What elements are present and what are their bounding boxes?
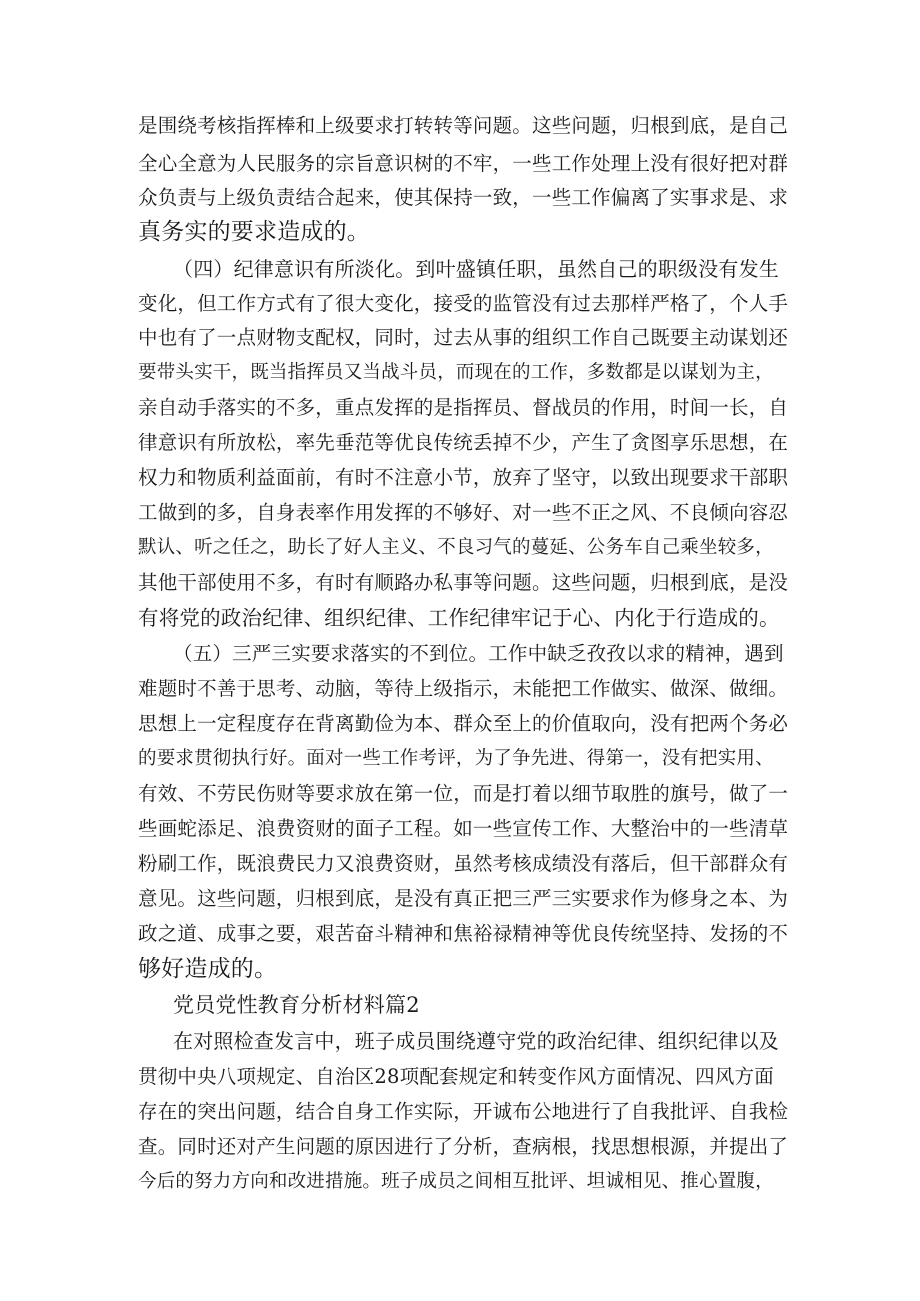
text-line: 其他干部使用不多，有时有顺路办私事等问题。这些问题，归根到底，是没: [138, 571, 789, 594]
text-line: 是围绕考核指挥棒和上级要求打转转等问题。这些问题，归根到底，是自己: [138, 114, 789, 137]
text-line: 今后的努力方向和改进措施。班子成员之间相互批评、坦诚相见、推心置腹，: [138, 1171, 774, 1192]
text-line: 工做到的多，自身表率作用发挥的不够好、对一些不正之风、不良倾向容忍: [138, 501, 789, 524]
text-line: 的要求贯彻执行好。面对一些工作考评，为了争先进、得第一，没有把实用、: [138, 748, 774, 769]
text-line: 政之道、成事之要，艰苦奋斗精神和焦裕禄精神等优良传统坚持、发扬的不: [138, 922, 789, 945]
text-line: （四）纪律意识有所淡化。到叶盛镇任职，虽然自己的职级没有发生: [173, 257, 779, 281]
text-line: 真务实的要求造成的。: [138, 219, 370, 245]
text-line: 些画蛇添足、浪费资财的面子工程。如一些宣传工作、大整治中的一些清草: [138, 817, 789, 840]
text-line: 变化，但工作方式有了很大变化，接受的监管没有过去那样严格了，个人手: [138, 292, 789, 315]
text-line: 有将党的政治纪律、组织纪律、工作纪律牢记于心、内化于行造成的。: [138, 606, 780, 630]
text-line: （五）三严三实要求落实的不到位。工作中缺乏孜孜以求的精神，遇到: [173, 642, 784, 665]
text-line: 众负责与上级负责结合起来，使其保持一致，一些工作偏离了实事求是、求: [138, 186, 789, 209]
text-line: 难题时不善于思考、动脑，等待上级指示，未能把工作做实、做深、做细。: [138, 677, 789, 700]
text-line: 查。同时还对产生问题的原因进行了分析，查病根，找思想根源，并提出了: [138, 1135, 789, 1158]
text-line: 中也有了一点财物支配权，同时，过去从事的组织工作自己既要主动谋划还: [138, 326, 789, 349]
text-line: 有效、不劳民伤财等要求放在第一位，而是打着以细节取胜的旗号，做了一: [138, 782, 789, 805]
text-line: 够好造成的。: [138, 956, 278, 982]
text-line: 默认、听之任之，助长了好人主义、不良习气的蔓延、公务车自己乘坐较多，: [138, 537, 774, 558]
text-line: 思想上一定程度存在背离勤俭为本、群众至上的价值取向，没有把两个务必: [138, 712, 789, 735]
text-line: 要带头实干，既当指挥员又当战斗员，而现在的工作，多数都是以谋划为主，: [138, 362, 774, 383]
text-line: 全心全意为人民服务的宗旨意识树的不牢，一些工作处理上没有很好把对群: [138, 152, 789, 175]
text-line: 意见。这些问题，归根到底，是没有真正把三严三实要求作为修身之本、为: [138, 887, 789, 910]
text-line: 在对照检查发言中，班子成员围绕遵守党的政治纪律、组织纪律以及: [173, 1029, 779, 1053]
text-line: 存在的突出问题，结合自身工作实际，开诚布公地进行了自我批评、自我检: [138, 1100, 789, 1123]
text-line: 亲自动手落实的不多，重点发挥的是指挥员、督战员的作用，时间一长，自: [138, 396, 789, 419]
text-line: 贯彻中央八项规定、自治区28项配套规定和转变作风方面情况、四风方面: [138, 1065, 774, 1088]
section-heading: 党员党性教育分析材料篇2: [173, 993, 420, 1017]
text-line: 粉刷工作，既浪费民力又浪费资财，虽然考核成绩没有落后，但干部群众有: [138, 852, 789, 875]
text-line: 律意识有所放松，率先垂范等优良传统丢掉不少，产生了贪图享乐思想，在: [138, 431, 789, 454]
text-line: 权力和物质利益面前，有时不注意小节，放弃了坚守，以致出现要求干部职: [138, 466, 789, 489]
